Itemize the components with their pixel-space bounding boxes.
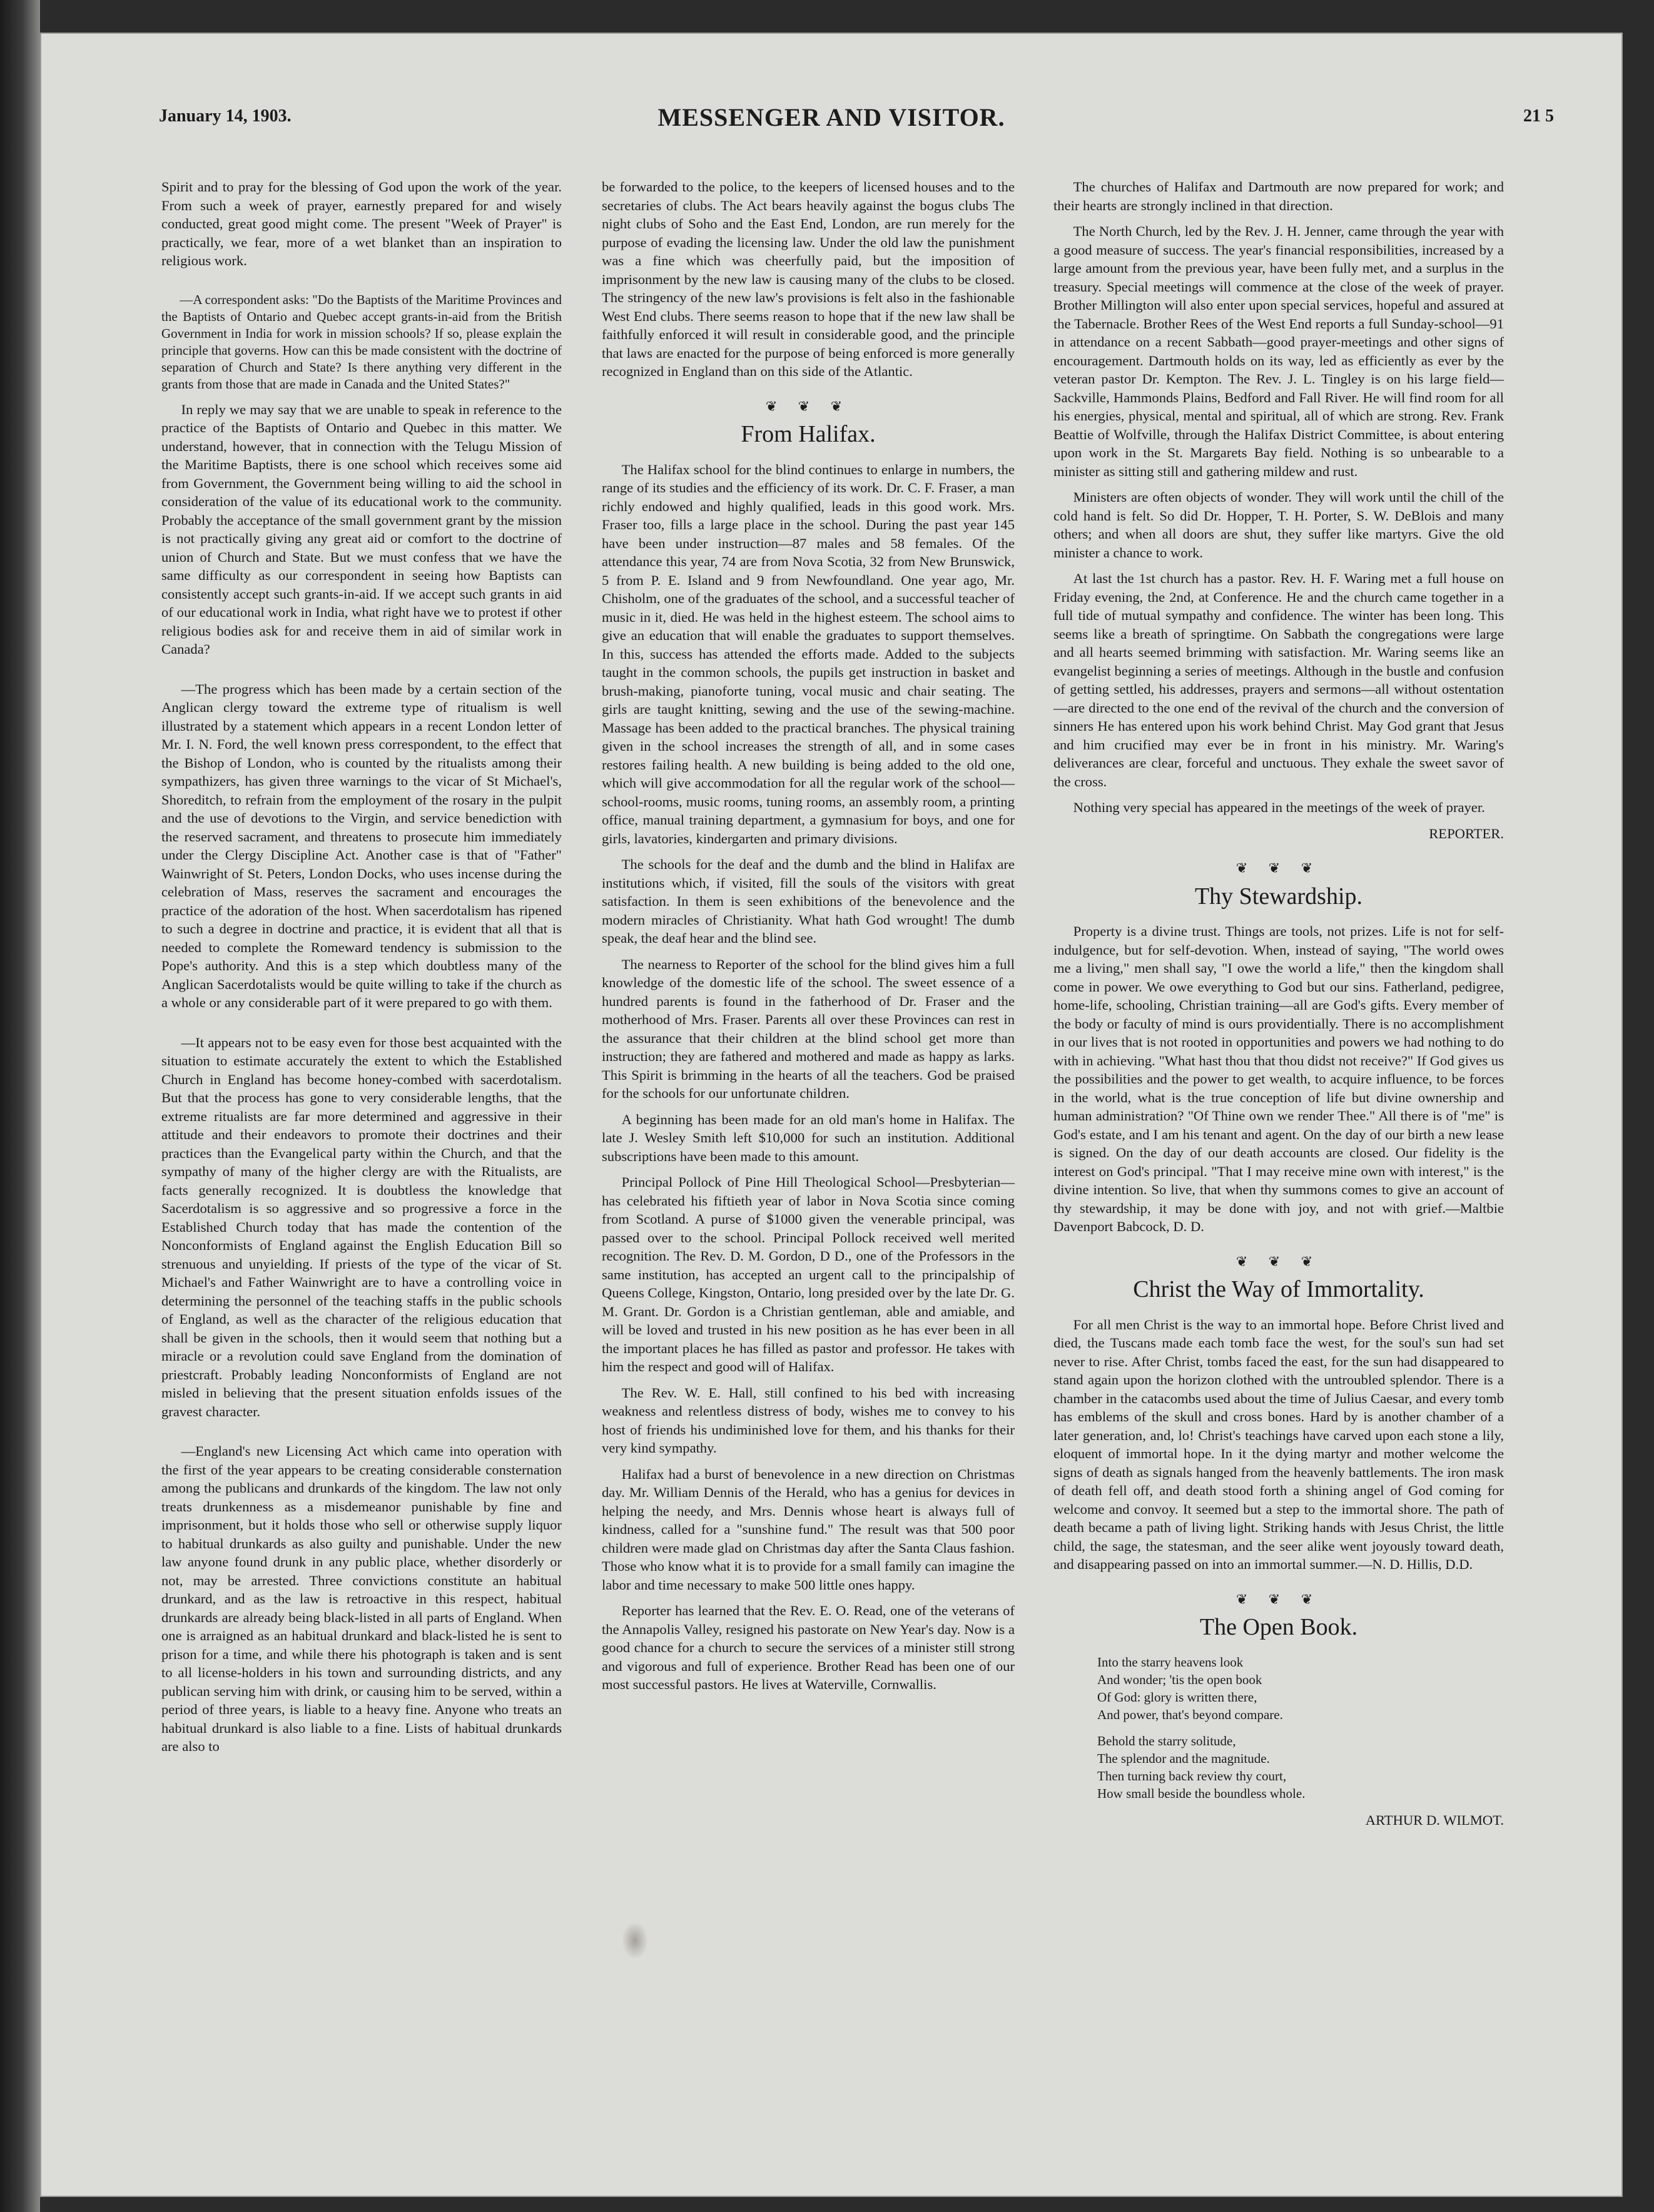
paragraph: Ministers are often objects of wonder. They will work until the chill of the cold hand is felt. So did Dr. Hopper, T. H. Porter, S. W. DeBlois and many others; and when all doors are shut, they suffer like martyrs. Give the old minister a chance to work.: [1053, 489, 1504, 561]
poem-line: And power, that's beyond compare.: [1097, 1707, 1283, 1722]
newspaper-title: MESSENGER AND VISITOR.: [657, 103, 1005, 131]
column-1: [161, 178, 562, 1763]
poem-line: Into the starry heavens look: [1097, 1654, 1244, 1670]
paragraph: Reporter has learned that the Rev. E. O. Read, one of the veterans of the Annapolis Valley, resigned his pastorate on New Year's day. Now is a good chance for a church to secure the services of a minister still strong and vigorous and full of experience. Brother Read has been one of our most successful pastors. He lives at Waterville, Cornwallis.: [602, 1603, 1015, 1692]
article-heading: The Open Book.: [1199, 1614, 1358, 1640]
issue-date: January 14, 1903.: [159, 106, 292, 126]
paper-stain: [622, 1922, 648, 1959]
paragraph: The churches of Halifax and Dartmouth are now prepared for work; and their hearts are strongly inclined in that direction.: [1053, 179, 1504, 213]
film-edge: [0, 0, 40, 2212]
paragraph: —It appears not to be easy even for those best acquainted with the situation to estimate accurately the extent to which the Established Church in England has become honey-combed with sacerdotalism. But that the process has gone to very considerable lengths, that the extreme ritualists are far more determined and aggressive in their attitude and their endeavors to promote their doctrines and their practices than the Evangelical party within the Church, and that the sympathy of many of the higher clergy are with the Ritualists, are facts generally recognized. It is doubtless the knowledge that Sacerdotalism is so aggressive and so progressive a force in the Established Church today that has made the contention of the Nonconformists of England against the English Education Bill so strenuous and unyielding. If priests of the type of the vicar of St. Michael's and Father Wainwright are to have a controlling voice in determining the personnel of the teaching staffs in the public schools of England, as well as the character of the religious education that shall be given in the schools, then it would seem that nothing but a miracle or a revolution could save England from the domination of priestcraft. Probably leading Nonconformists of England are not misled in believing that the present situation enfolds issues of the gravest character.: [161, 1034, 562, 1419]
poem-line: Then turning back review thy court,: [1097, 1768, 1287, 1783]
article-heading: From Halifax.: [741, 421, 876, 447]
poem-line: The splendor and the magnitude.: [1097, 1750, 1270, 1766]
page-header: [40, 103, 1623, 144]
paragraph: The schools for the deaf and the dumb and the blind in Halifax are institutions which, if visited, fill the souls of the visitors with great satisfaction. In them is seen exhibitions of the benevolence and the modern miracles of Christianity. What hath God wrought! The dumb speak, the deaf hear and the blind see.: [602, 856, 1015, 946]
column-2: [602, 178, 1015, 1702]
correspondent-letter: —A correspondent asks: "Do the Baptists of the Maritime Provinces and the Baptists of Ontario and Quebec accept grants-in-aid from the British Government in India for work in mission schools? If so, please explain the principle that governs. How can this be made consistent with the doctrine of separation of Church and State? Is there anything very different in the grants from those that are made in Canada and the United States?": [161, 292, 562, 392]
poem-stanza: [1097, 1653, 1504, 1723]
paragraph: In reply we may say that we are unable to speak in reference to the practice of the Baptists of Ontario and Quebec in this matter. We understand, however, that in connection with the Telugu Mission of the Maritime Baptists, there is one school which receives some aid from Government, the Government being willing to aid the school in consideration of the value of its educational work to the community. Probably the acceptance of the small government grant by the mission is not practically giving any great aid or comfort to the doctrine of union of Church and State. But we must confess that we have the same difficulty as our correspondent in seeing how Baptists can consistently accept such grants-in-aid. If we accept such grants in aid of our educational work in India, what right have we to protest if other religious bodies ask for and receive them in aid of similar work in Canada?: [161, 401, 562, 657]
paragraph: At last the 1st church has a pastor. Rev. H. F. Waring met a full house on Friday evening, the 2nd, at Conference. He and the church came together in a full tide of mutual sympathy and confidence. The winter has been long. This seems like a breath of springtime. On Sabbath the congregations were large and all hearts seemed brimming with satisfaction. Mr. Waring seems like an evangelist beginning a series of meetings. Although in the bustle and confusion of getting settled, his addresses, prayers and sermons—all without ostentation—are directed to the one end of the revival of the church and the conversion of sinners He has entered upon his work behind Christ. May God grant that Jesus and him crucified may ever be in front in his ministry. Mr. Waring's deliverances are clear, forceful and unctuous. They exhale the sweet savor of the cross.: [1053, 571, 1504, 789]
paragraph: The North Church, led by the Rev. J. H. Jenner, came through the year with a good measure of success. The year's financial responsibilities, increased by a large amount from the previous year, have been fully met, and a surplus in the treasury. Special meetings will commence at the close of the week of prayer. Brother Millington will also enter upon special services, hopeful and assured at the Tabernacle. Brother Rees of the West End reports a full Sunday-school—91 in attendance on a recent Sabbath—good prayer-meetings and other signs of encouragement. Dartmouth holds on its way, led as efficiently as ever by the veteran pastor Dr. Kempton. The Rev. J. L. Tingley is on his large field—Sackville, Hammonds Plains, Bedford and Fall River. He will find room for all his energies, physical, mental and spiritual, all of which are strong. Rev. Frank Beattie of Wolfville, through the Halifax District Committee, is about entering upon work in the St. Margarets Bay field. Nothing is so unbearable to a minister as sitting still and gathering mildew and rust.: [1053, 223, 1504, 479]
page-number: 21 5: [1523, 106, 1554, 126]
paragraph: Property is a divine trust. Things are tools, not prizes. Life is not for self-indulgence, but for self-devotion. When, instead of saying, "The world owes me a living," men shall say, "I owe the world a life," then the kingdom shall come in power. We owe everything to God but our sins. Fatherland, pedigree, home-life, schooling, Christian training—all are God's gifts. Every member of the body or faculty of mind is ours providentially. There is no accomplishment in our lives that is not rooted in opportunities and powers we had nothing to do with in achieving. "What hast thou that thou didst not receive?" If God gives us the possibilities and the power to get wealth, to acquire influence, to be forces in the world, what is the true conception of life but divine ownership and human administration? "Of Thine own we render Thee." All there is of "me" is God's estate, and I am his tenant and agent. On the day of our birth a new lease is signed. On the day of our death accounts are closed. Our fidelity is the interest on God's principal. "That I may receive mine own with interest," is the divine intention. So live, that when thy summons comes to give an account of thy stewardship, it may be done with joy, and not with grief.—Maltbie Davenport Babcock, D. D.: [1053, 923, 1504, 1234]
poem-author: ARTHUR D. WILMOT.: [1365, 1812, 1504, 1828]
paragraph: For all men Christ is the way to an immortal hope. Before Christ lived and died, the Tuscans made each tomb face the west, for the soul's sun had set never to rise. After Christ, tombs faced the east, for the sun had disappeared to stand again upon the horizon clothed with the untroubled splendor. There is a chamber in the catacombs used about the time of Julius Caesar, and every tomb has emblems of the skull and cross bones. Hard by is another chamber of a later generation, and, lo! Christ's teachings have carved upon each stone a lily, eloquent of immortal hope. In it the dying martyr and mother welcome the signs of death as signals hanged from the heavenly battlements. The iron mask of death fell off, and death stood forth a shining angel of God coming for welcome and convoy. It seemed but a step to the immortal shore. The path of death became a path of living light. Striking hands with Jesus Christ, the little child, the sage, the statesman, and the seer alike went joyously toward death, and disappearing passed on into an immortal summer.—N. D. Hillis, D.D.: [1053, 1316, 1504, 1572]
poem-line: How small beside the boundless whole.: [1097, 1785, 1306, 1801]
paragraph: Principal Pollock of Pine Hill Theological School—Presbyterian—has celebrated his fiftieth year of labor in Nova Scotia since coming from Scotland. A purse of $1000 given the venerable principal, was passed over to the school. Principal Pollock received well merited recognition. The Rev. D. M. Gordon, D D., one of the Professors in the same institution, has accepted an urgent call to the principalship of Queens College, Kingston, Ontario, long presided over by the late Dr. G. M. Grant. Dr. Gordon is a Christian gentleman, able and amiable, and will be loved and trusted in his new position as he has ever been in all the important places he has filled as pastor and professor. He takes with him the respect and good will of Halifax.: [602, 1174, 1015, 1374]
article-heading: Christ the Way of Immortality.: [1133, 1276, 1424, 1302]
paragraph: The Rev. W. E. Hall, still confined to his bed with increasing weakness and relentless distress of body, wishes me to convey to his host of friends his undiminished love for them, and his thanks for their very kind sympathy.: [602, 1384, 1015, 1456]
paragraph: The Halifax school for the blind continues to enlarge in numbers, the range of its studies and the efficiency of its work. Dr. C. F. Fraser, a man richly endowed and highly qualified, leads in this good work. Mrs. Fraser too, fills a large place in the school. During the past year 145 have been under instruction—87 males and 58 females. Of the attendance this year, 74 are from Nova Scotia, 32 from New Brunswick, 5 from P. E. Island and 9 from Newfoundland. One year ago, Mr. Chisholm, one of the graduates of the school, and a successful teacher of music in it, died. He was held in the highest esteem. The school aims to give an education that will enable the graduates to support themselves. In this, success has attended the efforts made. Added to the subjects taught in the common schools, the pupils get instruction in basket and brush-making, pianoforte tuning, vocal music and chair seating. The girls are taught knitting, sewing and the use of the sewing-machine. Massage has been added to the practical branches. The physical training given in the school increases the strength of all, and in some cases restores failing health. A new building is being added to the old one, which will give accommodation for all the regular work of the school—school-rooms, music rooms, tuning rooms, an assembly room, a printing office, manual training department, a gymnasium for boys, and one for girls, lavatories, kindergarten and primary divisions.: [602, 461, 1015, 846]
paragraph: Halifax had a burst of benevolence in a new direction on Christmas day. Mr. William Dennis of the Herald, who has a genius for devices in helping the needy, and Mrs. Dennis whose heart is always full of kindness, called for a "sunshine fund." The result was that 500 poor children were made glad on Christmas day after the Santa Claus fashion. Those who know what it is to provide for a small family can imagine the labor and time necessary to make 500 little ones happy.: [602, 1466, 1015, 1593]
paragraph: The nearness to Reporter of the school for the blind gives him a full knowledge of the domestic life of the school. The sweet essence of a hundred parents is found in the fatherhood of Dr. Fraser and the motherhood of Mrs. Fraser. Parents all over these Provinces can rest in the assurance that their children at the blind school get more than instruction; they are fathered and mothered and made as happy as larks. This Spirit is brimming in the hearts of all the teachers. God be praised for the schools for our unfortunate children.: [602, 956, 1015, 1101]
poem: [1097, 1653, 1504, 1802]
poem-line: And wonder; 'tis the open book: [1097, 1672, 1262, 1687]
paragraph: Spirit and to pray for the blessing of God upon the work of the year. From such a week of prayer, earnestly prepared for and wisely conducted, great good might come. The present "Week of Prayer" is practically, we fear, more of a wet blanket than an inspiration to religious work.: [161, 179, 562, 268]
paragraph: A beginning has been made for an old man's home in Halifax. The late J. Wesley Smith left $10,000 for such an institution. Additional subscriptions have been made to this amount.: [602, 1111, 1015, 1164]
newspaper-page: [40, 33, 1623, 2197]
section-ornament: ❦ ❦ ❦: [1235, 1591, 1322, 1607]
article-heading: Thy Stewardship.: [1194, 883, 1363, 910]
paragraph: —The progress which has been made by a certain section of the Anglican clergy toward the extreme type of ritualism is well illustrated by a statement which appears in a recent London letter of Mr. I. N. Ford, the well known press correspondent, to the effect that the Bishop of London, who is counted by the ritualists among their sympathizers, has given three warnings to the vicar of St Michael's, Shoreditch, to refrain from the employment of the rosary in the pulpit and the use of devotions to the Virgin, and service benediction with the reserved sacrament, and threatens to prosecute him immediately under the Clergy Discipline Act. Another case is that of "Father" Wainwright of St. Peters, London Docks, who uses incense during the celebration of Mass, reserves the sacrament and encourages the practice of the adoration of the host. When sacerdotalism has ripened to such a degree in doctrine and practice, it is evident that all that is needed to complete the Romeward tendency is submission to the Pope's authority. And this is a step which doubtless many of the Anglican Sacerdotalists would be quite willing to take if the church as a whole or any considerable part of it were prepared to go with them.: [161, 681, 562, 1010]
paragraph: Nothing very special has appeared in the meetings of the week of prayer.: [1073, 799, 1485, 815]
paragraph: —England's new Licensing Act which came into operation with the first of the year appears to be creating considerable consternation among the publicans and drunkards of the kingdom. The law not only treats drunkenness as a misdemeanor punishable by fine and imprisonment, but it holds those who sell or otherwise supply liquor to habitual drunkards as also guilty and punishable. Under the new law anyone found drunk in any public place, whether disorderly or not, may be arrested. Three convictions constitute an habitual drunkard, and as the law is retroactive in this respect, habitual drunkards are already being black-listed in all parts of England. When one is arraigned as an habitual drunkard and black-listed he is sent to prison for a time, and while there his photograph is taken and is sent to all license-holders in his town and surrounding districts, and any publican serving him with drink, or causing him to be served, within a period of three years, is liable to a heavy fine. Anyone who treats an habitual drunkard is also liable to a fine. Lists of habitual drunkards are also to: [161, 1443, 562, 1754]
section-ornament: ❦ ❦ ❦: [1235, 860, 1322, 876]
section-ornament: ❦ ❦ ❦: [1235, 1253, 1322, 1269]
poem-stanza: [1097, 1732, 1504, 1802]
poem-line: Behold the starry solitude,: [1097, 1733, 1236, 1748]
reporter-signature: REPORTER.: [1429, 825, 1504, 841]
section-ornament: ❦ ❦ ❦: [765, 398, 851, 414]
column-3: [1053, 178, 1504, 1829]
poem-line: Of God: glory is written there,: [1097, 1689, 1257, 1705]
paragraph: be forwarded to the police, to the keepers of licensed houses and to the secretaries of clubs. The Act bears heavily against the bogus clubs The night clubs of Soho and the East End, London, are run merely for the purpose of evading the licensing law. Under the old law the punishment was a fine which was cheerfully paid, but the imposition of imprisonment by the new law is causing many of the clubs to be closed. The stringency of the new law's provisions is felt also in the fashionable West End clubs. There seems reason to hope that if the new law shall be faithfully enforced it will result in considerable good, and the principle that laws are enacted for the purpose of being enforced is more generally recognized in England than on this side of the Atlantic.: [602, 179, 1015, 379]
